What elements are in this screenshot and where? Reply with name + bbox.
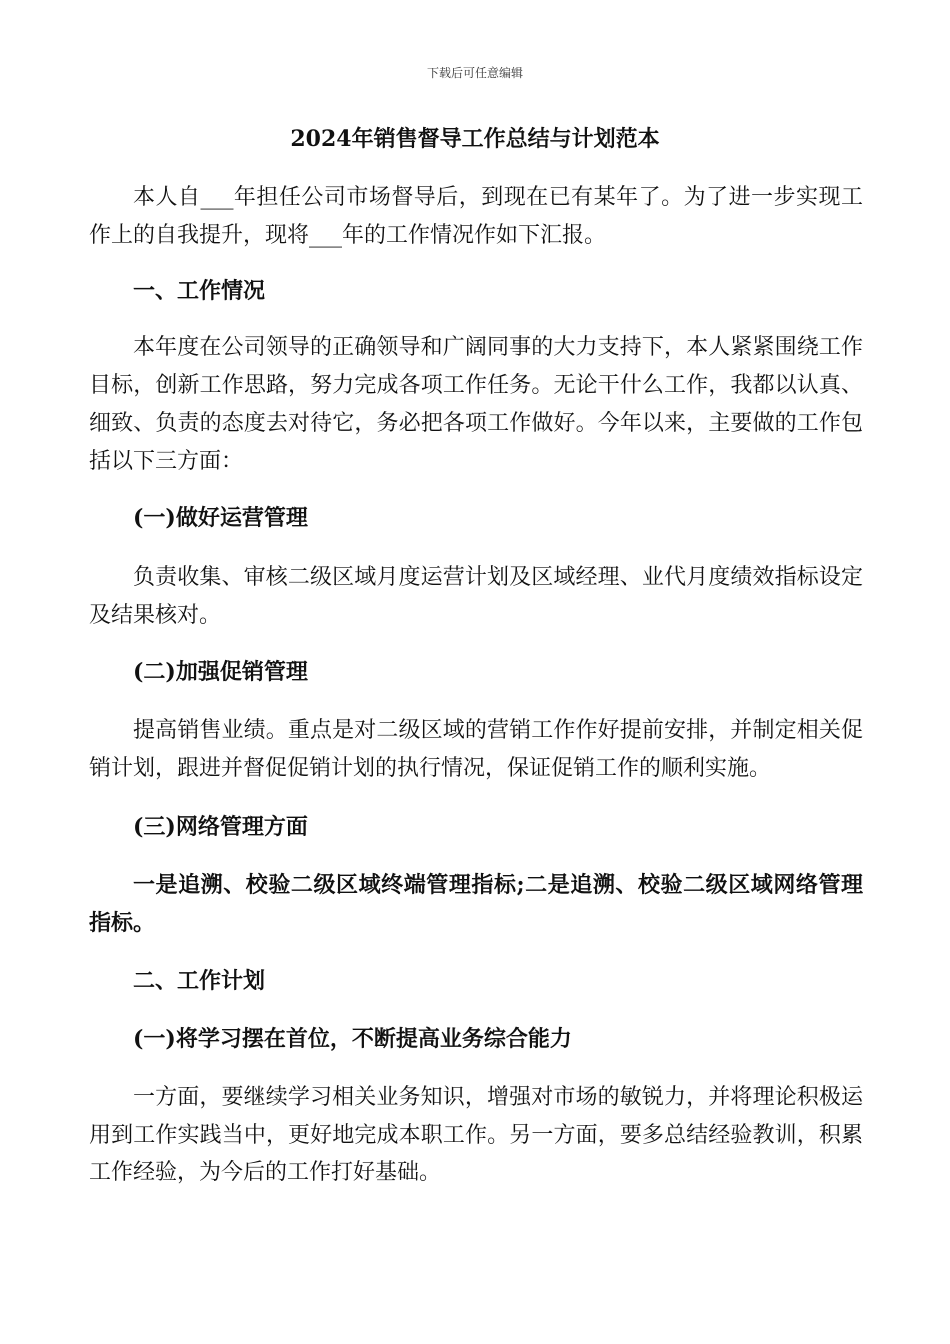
- item3-heading: (三)网络管理方面: [133, 814, 308, 840]
- item3-body: 一是追溯、校验二级区域终端管理指标;二是追溯、校验二级区域网络管理指标。: [89, 872, 863, 936]
- item1-body: 负责收集、审核二级区域月度运营计划及区域经理、业代月度绩效指标设定及结果核对。: [89, 565, 863, 628]
- section2-heading: 二、工作计划: [133, 968, 266, 994]
- item2-heading: (二)加强促销管理: [133, 659, 308, 685]
- section1-body: 本年度在公司领导的正确领导和广阔同事的大力支持下，本人紧紧围绕工作目标，创新工作思路，努力完成各项工作任务。无论干什么工作，我都以认真、细致、负责的态度去对待它，务必把各项工作做好。今年以来，主要做的工作包括以下三方面：: [89, 335, 863, 474]
- plan1-heading: (一)将学习摆在首位，不断提高业务综合能力: [133, 1026, 572, 1052]
- header-note: 下载后可任意编辑: [426, 66, 523, 80]
- intro-paragraph: 本人自___年担任公司市场督导后，到现在已有某年了。为了进一步实现工作上的自我提升，现将___年的工作情况作如下汇报。: [89, 185, 863, 248]
- item2-body: 提高销售业绩。重点是对二级区域的营销工作作好提前安排，并制定相关促销计划，跟进并督促促销计划的执行情况，保证促销工作的顺利实施。: [89, 718, 863, 781]
- document-title: 2024年销售督导工作总结与计划范本: [290, 126, 660, 152]
- section1-heading: 一、工作情况: [133, 278, 266, 304]
- plan1-body: 一方面，要继续学习相关业务知识，增强对市场的敏锐力，并将理论积极运用到工作实践当中，更好地完成本职工作。另一方面，要多总结经验教训，积累工作经验，为今后的工作打好基础。: [89, 1085, 863, 1185]
- item1-heading: (一)做好运营管理: [133, 505, 308, 531]
